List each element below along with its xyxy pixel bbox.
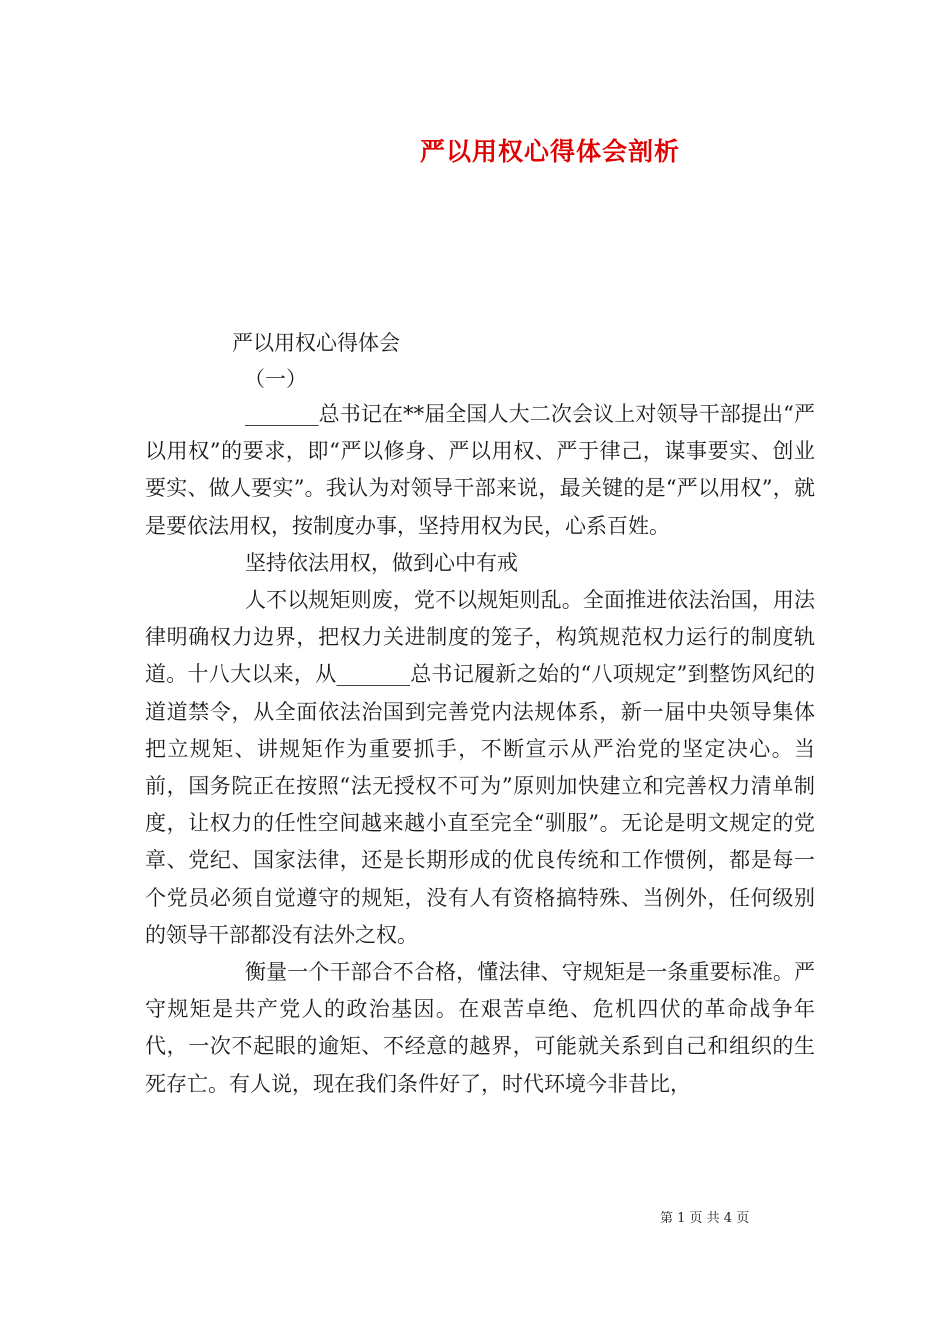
paragraph-standard: 衡量一个干部合不合格，懂法律、守规矩是一条重要标准。严守规矩是共产党人的政治基因。在艰苦卓绝、危机四伏的革命战争年代，一次不起眼的逾矩、不经意的越界，可能就关系到自己和组织的生死存亡。有人说，现在我们条件好了，时代环境今非昔比，	[145, 960, 815, 1096]
document-subtitle: 严以用权心得体会	[232, 331, 400, 355]
paragraph-intro: _______总书记在**届全国人大二次会议上对领导干部提出“严以用权”的要求，即“严以修身、严以用权、严于律己，谋事要实、创业要实、做人要实”。我认为对领导干部来说，最关键的是“严以用权”，就是要依法用权，按制度办事，坚持用权为民，心系百姓。	[145, 402, 815, 538]
page-footer: 第 1 页 共 4 页	[660, 1211, 750, 1226]
document-body	[145, 396, 815, 1103]
section-number: （一）	[244, 367, 307, 391]
paragraph-rules: 人不以规矩则废，党不以规矩则乱。全面推进依法治国，用法律明确权力边界，把权力关进制度的笼子，构筑规范权力运行的制度轨道。十八大以来，从_______总书记履新之始的“八项规定”到整饬风纪的道道禁令，从全面依法治国到完善党内法规体系，新一届中央领导集体把立规矩、讲规矩作为重要抓手，不断宣示从严治党的坚定决心。当前，国务院正在按照“法无授权不可为”原则加快建立和完善权力清单制度，让权力的任性空间越来越小直至完全“驯服”。无论是明文规定的党章、党纪、国家法律，还是长期形成的优良传统和工作惯例，都是每一个党员必须自觉遵守的规矩，没有人有资格搞特殊、当例外，任何级别的领导干部都没有法外之权。	[145, 588, 815, 947]
document-title: 严以用权心得体会剖析	[419, 137, 680, 166]
section-heading: 坚持依法用权，做到心中有戒	[245, 550, 518, 575]
